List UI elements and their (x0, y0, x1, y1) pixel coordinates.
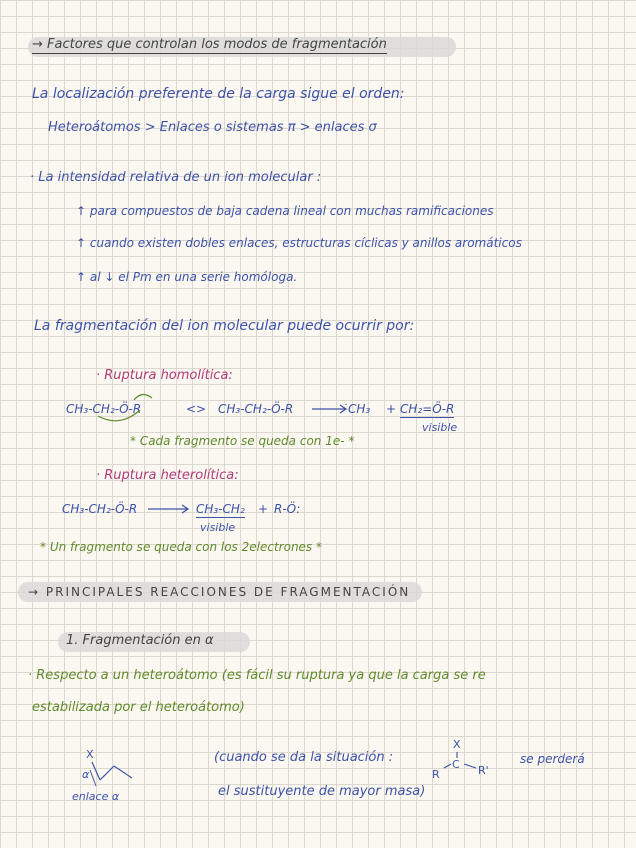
hetero-product-2: R-Ö: (274, 502, 301, 516)
hetero-product-1: CH₃-CH₂ (196, 502, 245, 516)
homo-reactant: CH₃-CH₂-Ö-R (66, 402, 142, 416)
respecto-line-2: estabilizada por el heteroátomo) (32, 700, 245, 715)
hetero-note: * Un fragmento se queda con los 2electrones * (40, 540, 322, 554)
cuando-line-1: (cuando se da la situación : (214, 750, 394, 765)
section-heading-principales: → PRINCIPALES REACCIONES DE FRAGMENTACIÓN (28, 585, 411, 599)
struct-r-label: R (432, 768, 440, 781)
homo-plus: + (386, 402, 397, 416)
order-text: Heteroátomos > Enlaces o sistemas π > enlaces σ (48, 120, 377, 135)
homo-product-1: ˙CH₃ (342, 402, 371, 416)
homo-intermediate: CH₃-CH₂-Ö-R (218, 402, 294, 416)
electron-arrows-icon (90, 388, 210, 418)
enlace-alpha-label: enlace α (72, 790, 120, 803)
homo-product-2: CH₂=Ö-R (400, 402, 455, 416)
intensidad-text: · La intensidad relativa de un ion molecular : (30, 170, 322, 185)
section-heading-factores: → Factores que controlan los modos de fragmentación (32, 37, 387, 52)
ruptura-heterolitica-label: · Ruptura heterolítica: (96, 468, 239, 483)
bullet-1: ↑ para compuestos de baja cadena lineal con muchas ramificaciones (76, 204, 494, 218)
bullet-2: ↑ cuando existen dobles enlaces, estructuras cíclicas y anillos aromáticos (76, 236, 522, 250)
homo-note: * Cada fragmento se queda con 1e- * (130, 434, 355, 448)
struct-x-label: X (453, 738, 461, 751)
hetero-plus: + (258, 502, 269, 516)
se-perdera-text: se perderá (520, 752, 585, 766)
cuando-line-2: el sustituyente de mayor masa) (218, 784, 426, 799)
bullet-3: ↑ al ↓ el Pm en una serie homóloga. (76, 270, 298, 284)
alpha-symbol: α (82, 768, 90, 781)
hetero-visible-label: visible (200, 521, 236, 534)
subheading-alpha: 1. Fragmentación en α (66, 633, 214, 648)
hetero-reactant: CH₃-CH₂-Ö-R (62, 502, 138, 516)
respecto-line-1: · Respecto a un heteroátomo (es fácil su ruptura ya que la carga se re (28, 668, 486, 683)
homo-visible-label: visible (422, 421, 458, 434)
struct-c-label: C (452, 758, 460, 771)
homo-resonance-arrow: <> (186, 402, 207, 416)
fragmentacion-text: La fragmentación del ion molecular puede ocurrir por: (34, 318, 415, 334)
struct-r-prime-label: R' (478, 764, 489, 777)
struct-bonds-drawing (438, 748, 488, 788)
localizacion-text: La localización preferente de la carga sigue el orden: (32, 86, 405, 102)
ruptura-homolitica-label: · Ruptura homolítica: (96, 368, 233, 383)
alpha-x-label: X (86, 748, 94, 761)
hetero-reaction-arrow (148, 504, 194, 514)
